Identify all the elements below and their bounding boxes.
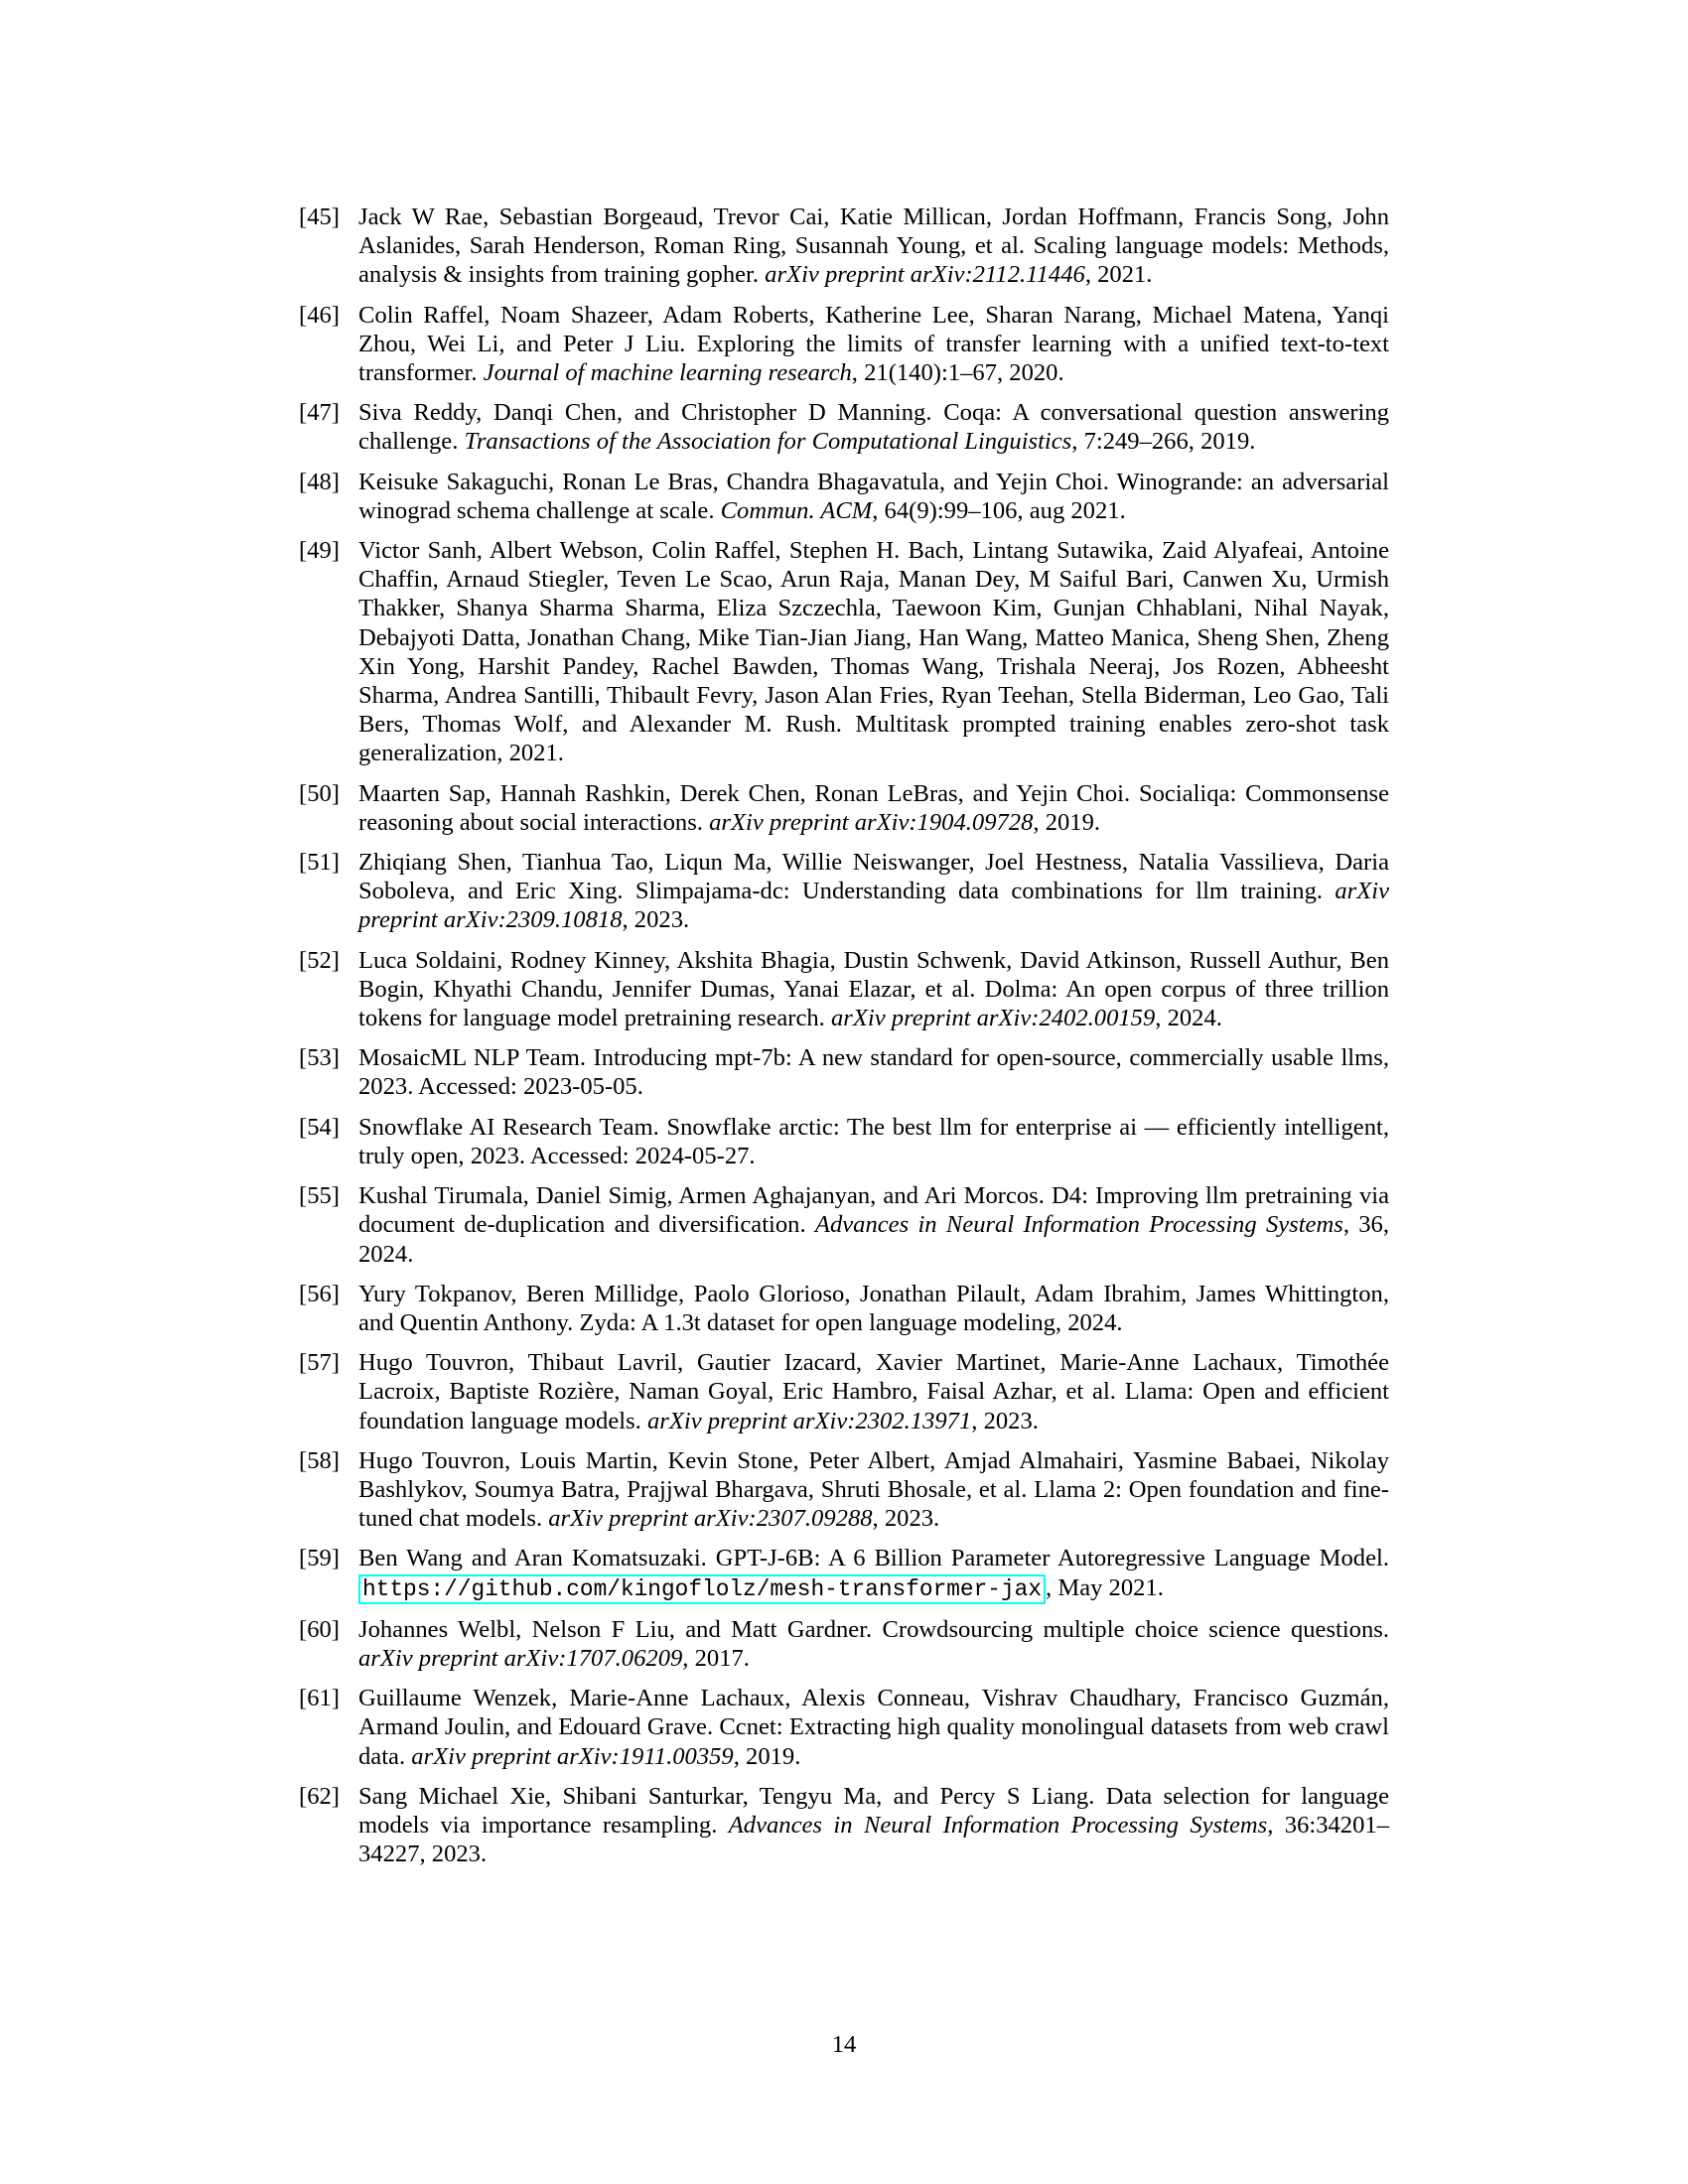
reference-tail: , 64(9):99–106, aug 2021. — [872, 496, 1126, 524]
reference-venue: arXiv preprint arXiv:1904.09728 — [709, 808, 1034, 836]
reference-61 — [299, 1684, 1389, 1771]
reference-text: Guillaume Wenzek, Marie-Anne Lachaux, Alexis Conneau, Vishrav Chaudhary, Francisco Guzmán, Armand Joulin, and Edouard Grave. Ccnet: Extracting high quality monolingual datasets from web crawl data. — [358, 1685, 1389, 1770]
reference-venue: arXiv preprint arXiv:2112.11446 — [765, 261, 1085, 289]
reference-text: Luca Soldaini, Rodney Kinney, Akshita Bhagia, Dustin Schwenk, David Atkinson, Russell Authur, Ben Bogin, Khyathi Chandu, Jennifer Dumas, Yanai Elazar, et al. Dolma: An open corpus of three trillion tokens for language model pretraining research. — [358, 946, 1389, 1032]
reference-text: Victor Sanh, Albert Webson, Colin Raffel, Stephen H. Bach, Lintang Sutawika, Zaid Alyafeai, Antoine Chaffin, Arnaud Stiegler, Teven Le Scao, Arun Raja, Manan Dey, M Saiful Bari, Canwen Xu, Urmish Thakker, Shanya Sharma Sharma, Eliza Szczechla, Taewoon Kim, Gunjan Chhablani, Nihal Nayak, Debajyoti Datta, Jonathan Chang, Mike Tian-Jian Jiang, Han Wang, Matteo Manica, Sheng Shen, Zheng Xin Yong, Harshit Pandey, Rachel Bawden, Thomas Wang, Trishala Neeraj, Jos Rozen, Abheesht Sharma, Andrea Santilli, Thibault Fevry, Jason Alan Fries, Ryan Teehan, Stella Biderman, Leo Gao, Tali Bers, Thomas Wolf, and Alexander M. Rush. Multitask prompted training enables zero-shot task generalization, 2021. — [358, 537, 1389, 767]
reference-text: Zhiqiang Shen, Tianhua Tao, Liqun Ma, Willie Neiswanger, Joel Hestness, Natalia Vassilieva, Daria Soboleva, and Eric Xing. Slimpajama-dc: Understanding data combinations for llm training. — [358, 849, 1389, 905]
reference-text: Snowflake AI Research Team. Snowflake arctic: The best llm for enterprise ai — efficiently intelligent, truly open, 2023. Accessed: 2024-05-27. — [358, 1113, 1389, 1169]
reference-60 — [299, 1615, 1389, 1673]
reference-tail: , 2019. — [733, 1742, 801, 1770]
reference-url-link[interactable]: https://github.com/kingoflolz/mesh-transformer-jax — [358, 1574, 1046, 1604]
reference-number: [52] — [299, 946, 340, 974]
reference-tail: , 2019. — [1033, 808, 1101, 836]
reference-text: Yury Tokpanov, Beren Millidge, Paolo Glorioso, Jonathan Pilault, Adam Ibrahim, James Whittington, and Quentin Anthony. Zyda: A 1.3t dataset for open language modeling, 2024. — [358, 1280, 1389, 1336]
reference-venue: Advances in Neural Information Processing Systems — [814, 1211, 1343, 1239]
reference-tail: , 36, 2024. — [358, 1211, 1389, 1268]
reference-text: Hugo Touvron, Louis Martin, Kevin Stone, Peter Albert, Amjad Almahairi, Yasmine Babaei, Nikolay Bashlykov, Soumya Batra, Prajjwal Bhargava, Shruti Bhosale, et al. Llama 2: Open foundation and fine-tuned chat models. — [358, 1446, 1389, 1533]
reference-49 — [299, 536, 1389, 768]
reference-62 — [299, 1782, 1389, 1869]
reference-tail: , May 2021. — [1046, 1573, 1164, 1601]
reference-tail: , 7:249–266, 2019. — [1071, 428, 1256, 456]
reference-number: [45] — [299, 204, 340, 230]
reference-venue: arXiv preprint arXiv:2402.00159 — [830, 1005, 1156, 1032]
reference-57 — [299, 1348, 1389, 1435]
reference-52 — [299, 946, 1389, 1033]
reference-text: Keisuke Sakaguchi, Ronan Le Bras, Chandra Bhagavatula, and Yejin Choi. Winogrande: an adversarial winograd schema challenge at scale. — [358, 468, 1389, 524]
reference-number: [53] — [299, 1044, 340, 1072]
reference-number: [49] — [299, 537, 340, 565]
reference-text: Hugo Touvron, Thibaut Lavril, Gautier Izacard, Xavier Martinet, Marie-Anne Lachaux, Timothée Lacroix, Baptiste Rozière, Naman Goyal, Eric Hambro, Faisal Azhar, et al. Llama: Open and efficient foundation language models. — [358, 1349, 1389, 1434]
reference-text: Maarten Sap, Hannah Rashkin, Derek Chen, Ronan LeBras, and Yejin Choi. Socialiqa: Commonsense reasoning about social interactions. — [358, 779, 1389, 836]
reference-tail: , 2023. — [872, 1505, 940, 1533]
reference-tail: , 2023. — [971, 1407, 1039, 1434]
reference-54 — [299, 1113, 1389, 1170]
reference-text: Jack W Rae, Sebastian Borgeaud, Trevor Cai, Katie Millican, Jordan Hoffmann, Francis Song, John Aslanides, Sarah Henderson, Roman Ring, Susannah Young, et al. Scaling language models: Methods, analysis & insights from training gopher. — [358, 204, 1389, 289]
reference-text: Johannes Welbl, Nelson F Liu, and Matt Gardner. Crowdsourcing multiple choice science questions. — [358, 1615, 1389, 1643]
reference-venue: arXiv preprint arXiv:2309.10818 — [358, 878, 1389, 934]
reference-48 — [299, 468, 1389, 525]
reference-number: [46] — [299, 301, 340, 329]
reference-number: [58] — [299, 1446, 340, 1474]
reference-number: [57] — [299, 1349, 340, 1377]
reference-venue: Advances in Neural Information Processing Systems — [728, 1811, 1268, 1839]
reference-59 — [299, 1544, 1389, 1603]
reference-venue: arXiv preprint arXiv:1911.00359 — [411, 1742, 734, 1770]
reference-number: [47] — [299, 399, 340, 427]
reference-tail: , 2017. — [682, 1644, 750, 1672]
reference-55 — [299, 1181, 1389, 1269]
reference-tail: , 21(140):1–67, 2020. — [851, 359, 1064, 387]
reference-tail: , 2023. — [622, 906, 690, 934]
reference-venue: arXiv preprint arXiv:2307.09288 — [548, 1505, 873, 1533]
reference-text: Sang Michael Xie, Shibani Santurkar, Tengyu Ma, and Percy S Liang. Data selection for language models via importance resampling. — [358, 1782, 1389, 1839]
reference-venue: arXiv preprint arXiv:2302.13971 — [646, 1407, 972, 1434]
reference-45 — [299, 203, 1389, 290]
reference-text: Ben Wang and Aran Komatsuzaki. GPT-J-6B: A 6 Billion Parameter Autoregressive Language Model. — [358, 1545, 1389, 1572]
reference-number: [56] — [299, 1280, 340, 1307]
reference-venue: Journal of machine learning research — [483, 359, 852, 387]
reference-tail: , 2021. — [1084, 261, 1153, 289]
reference-number: [50] — [299, 779, 340, 807]
reference-47 — [299, 398, 1389, 456]
reference-text: MosaicML NLP Team. Introducing mpt-7b: A new standard for open-source, commercially usable llms, 2023. Accessed: 2023-05-05. — [358, 1044, 1389, 1101]
reference-text: Colin Raffel, Noam Shazeer, Adam Roberts, Katherine Lee, Sharan Narang, Michael Matena, Yanqi Zhou, Wei Li, and Peter J Liu. Exploring the limits of transfer learning with a unified text-to-text transformer. — [358, 301, 1389, 387]
reference-venue: Transactions of the Association for Computational Linguistics — [464, 428, 1072, 456]
reference-46 — [299, 301, 1389, 388]
reference-venue: Commun. ACM — [720, 496, 873, 524]
reference-text: Siva Reddy, Danqi Chen, and Christopher D Manning. Coqa: A conversational question answering challenge. — [358, 399, 1389, 456]
reference-58 — [299, 1446, 1389, 1534]
reference-number: [55] — [299, 1182, 340, 1210]
reference-list — [299, 203, 1389, 1879]
reference-51 — [299, 848, 1389, 935]
reference-number: [61] — [299, 1685, 340, 1712]
page-number: 14 — [831, 2031, 857, 2058]
reference-tail: , 2024. — [1155, 1005, 1222, 1032]
reference-text: Kushal Tirumala, Daniel Simig, Armen Aghajanyan, and Ari Morcos. D4: Improving llm pretraining via document de-duplication and diversification. — [358, 1182, 1389, 1239]
reference-50 — [299, 779, 1389, 837]
reference-number: [62] — [299, 1782, 340, 1810]
reference-number: [59] — [299, 1545, 340, 1572]
reference-venue: arXiv preprint arXiv:1707.06209 — [358, 1644, 683, 1672]
reference-53 — [299, 1043, 1389, 1101]
reference-number: [60] — [299, 1615, 340, 1643]
reference-number: [54] — [299, 1113, 340, 1141]
reference-56 — [299, 1280, 1389, 1337]
reference-number: [51] — [299, 849, 340, 877]
reference-number: [48] — [299, 468, 340, 495]
reference-tail: , 36:34201–34227, 2023. — [358, 1811, 1389, 1868]
